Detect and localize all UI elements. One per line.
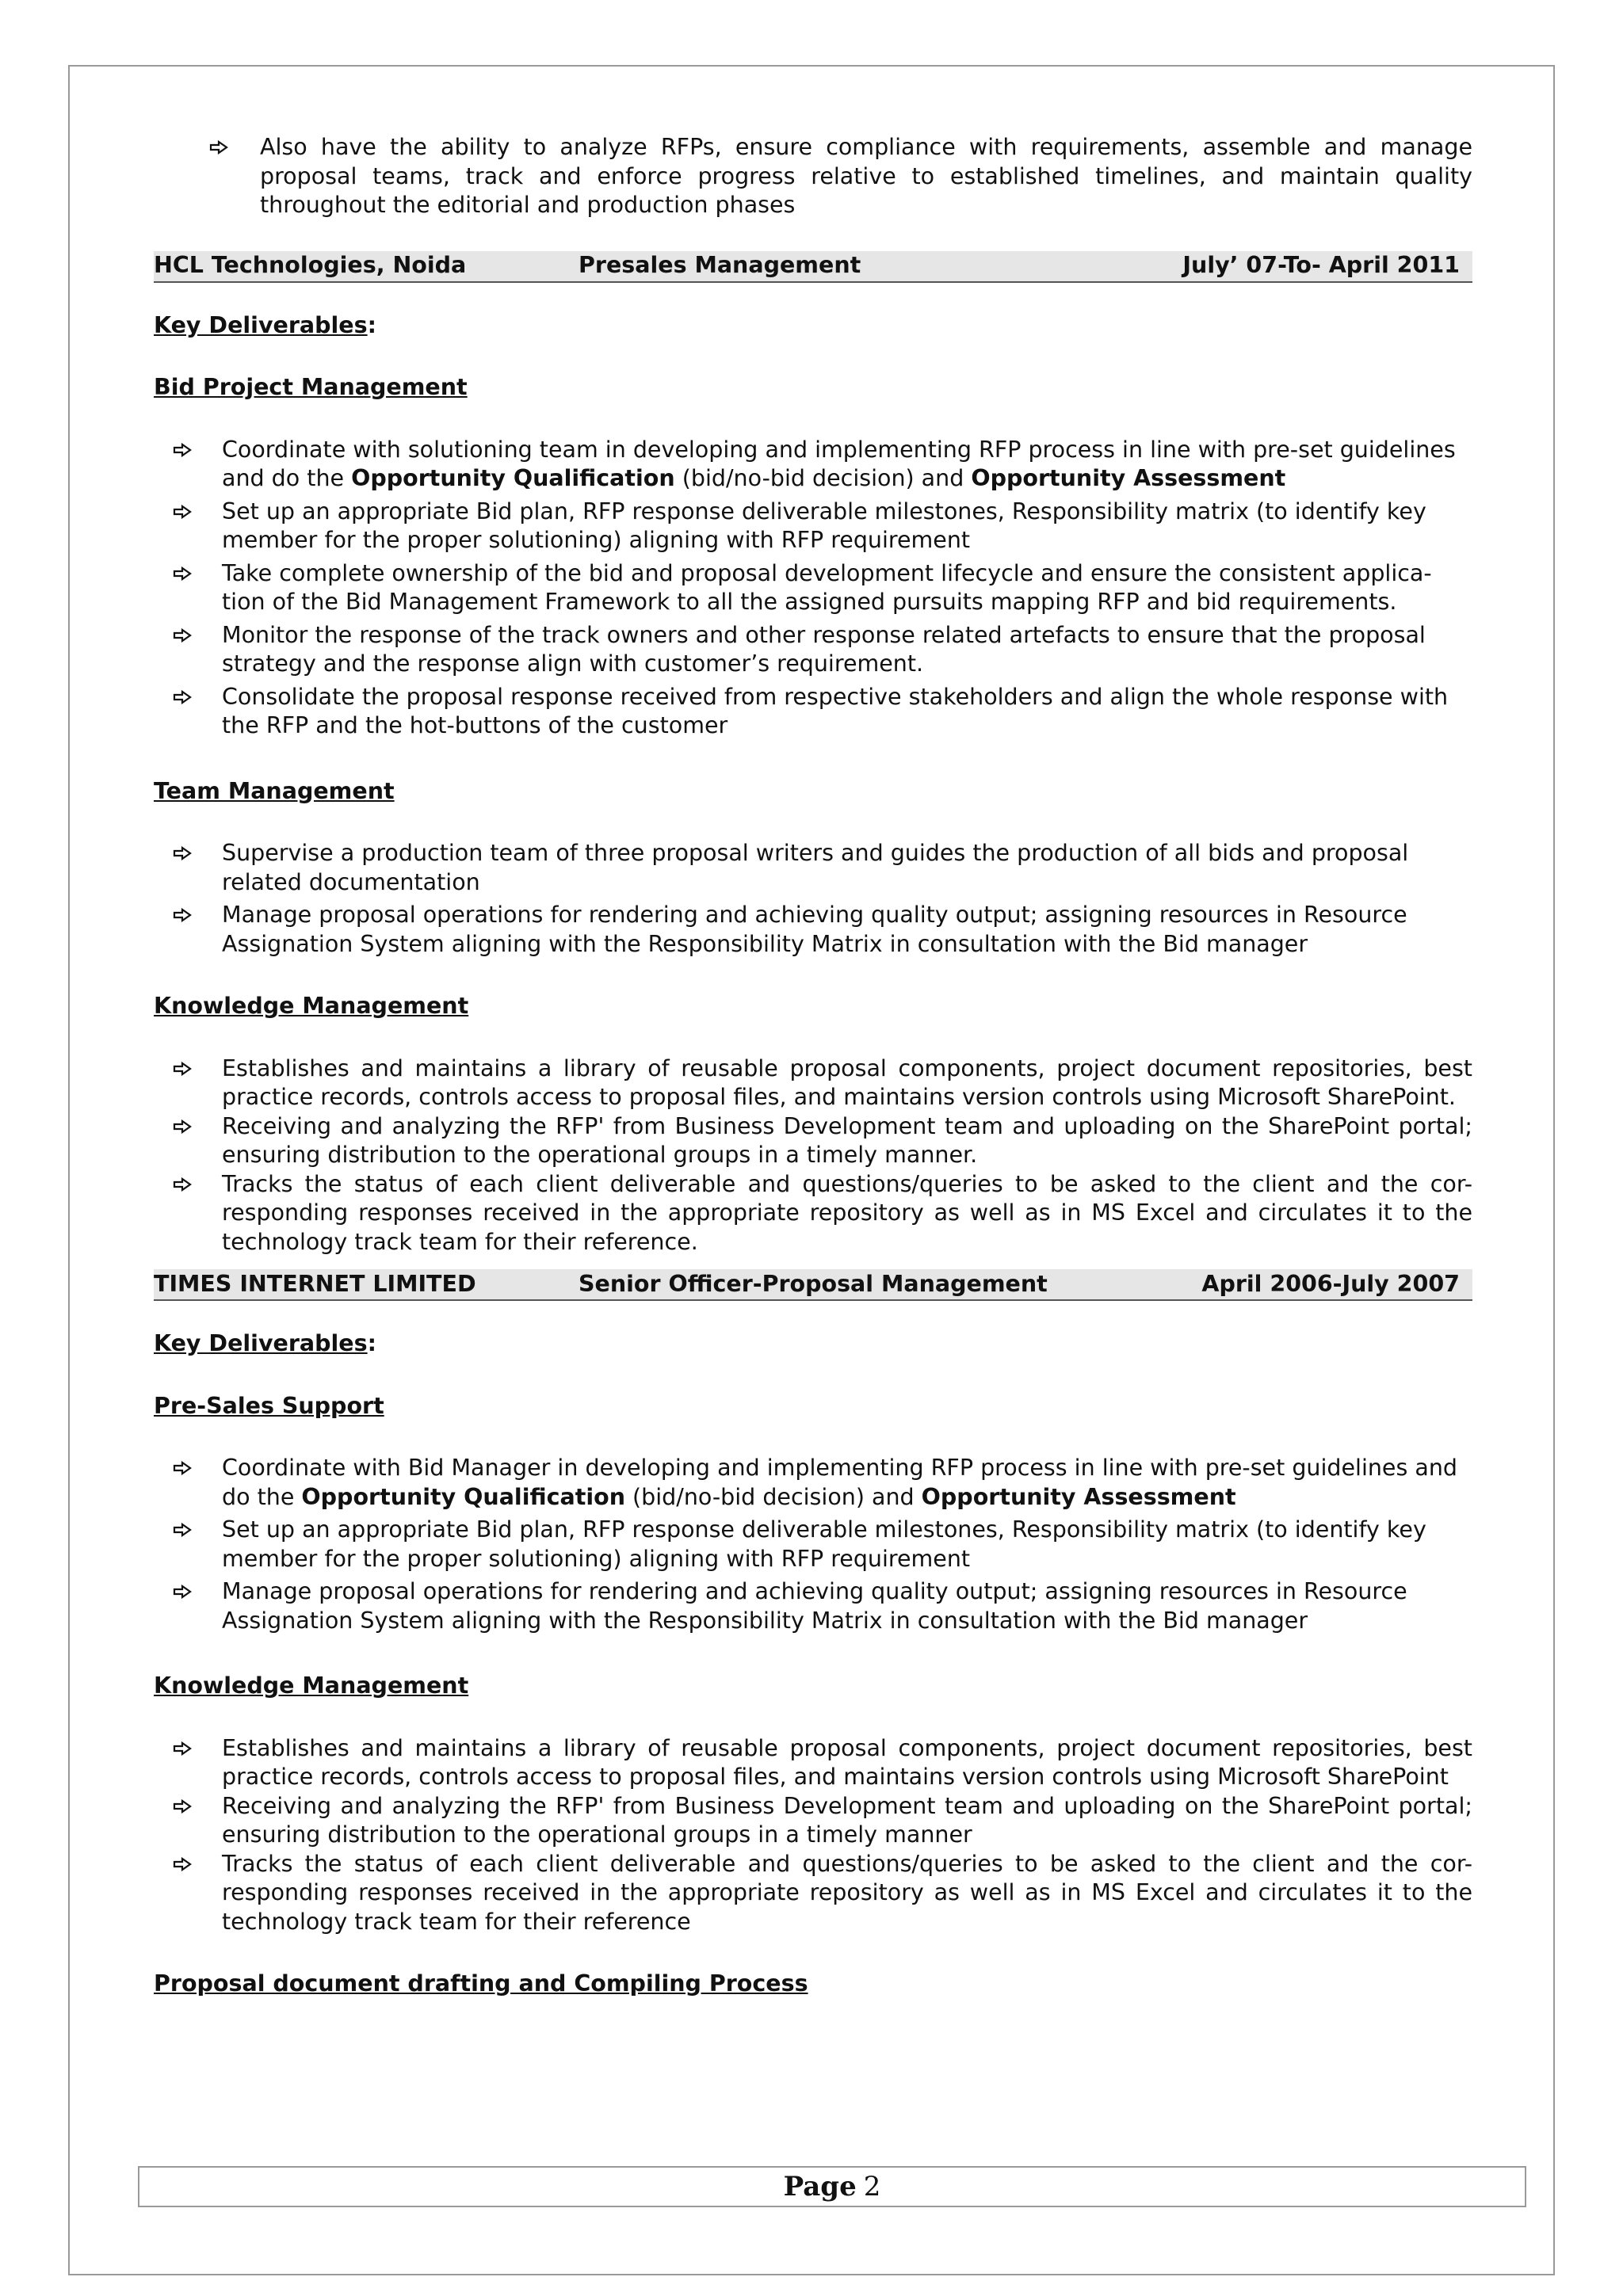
list-item: Receiving and analyzing the RFP' from Business Development team and uploading on the SharePoint portal; ensuring distribution to the operational groups in a timely manner <box>154 1792 1472 1850</box>
job-dates: July’ 07-To- April 2011 <box>1182 252 1460 279</box>
list-item: Establishes and maintains a library of reusable proposal components, project document repositories, best practice records, controls access to proposal files, and maintains version controls using Microsoft SharePoint <box>154 1734 1472 1792</box>
intro-bullet <box>154 133 1472 220</box>
arrow-right-outline-icon <box>173 1454 193 1482</box>
job-role: Senior Officer-Proposal Management <box>579 1270 1048 1297</box>
section-heading: Pre-Sales Support <box>154 1392 384 1419</box>
job-dates: April 2006-July 2007 <box>1201 1270 1460 1297</box>
section-heading: Team Management <box>154 777 395 804</box>
page-number: 2 <box>863 2171 881 2203</box>
job-role: Presales Management <box>579 252 861 279</box>
list-item: Coordinate with solutioning team in developing and implementing RFP process in line with pre-set guidelines and do the Opportunity Qualification (bid/no-bid decision) and Opportunity Assessment <box>154 436 1472 494</box>
list-item: Monitor the response of the track owners and other response related artefacts to ensure that the proposal strategy and the response align with customer’s requirement. <box>154 621 1472 679</box>
arrow-right-outline-icon <box>173 1112 193 1141</box>
arrow-right-outline-icon <box>173 1516 193 1544</box>
job-company: TIMES INTERNET LIMITED <box>154 1270 476 1297</box>
arrow-right-outline-icon <box>173 1792 193 1821</box>
arrow-right-outline-icon <box>173 498 193 526</box>
page-footer <box>138 2166 1526 2207</box>
list-item: Set up an appropriate Bid plan, RFP response deliverable milestones, Responsibility matrix (to identify key member for the proper solutioning) aligning with RFP requirement <box>154 498 1472 555</box>
key-deliverables-heading: Key Deliverables: <box>154 311 377 338</box>
list-item: Consolidate the proposal response received from respective stakeholders and align the whole response with the RFP and the hot-buttons of the customer <box>154 683 1472 741</box>
intro-bullet-text: Also have the ability to analyze RFPs, ensure compliance with requirements, assemble and manage proposal teams, track and enforce progress relative to established timelines, and maintain quality throughout the editorial and production phases <box>260 134 1472 218</box>
job-header-times <box>154 1269 1472 1301</box>
list-item: Establishes and maintains a library of reusable proposal components, project document repositories, best practice records, controls access to proposal files, and maintains version controls using Microsoft SharePoint. <box>154 1055 1472 1112</box>
list-item: Tracks the status of each client deliverable and questions/queries to be asked to the client and the cor-responding responses received in the appropriate repository as well as in MS Excel and circulates it to the technology track team for their reference. <box>154 1170 1472 1257</box>
arrow-right-outline-icon <box>173 1734 193 1763</box>
list-item: Receiving and analyzing the RFP' from Business Development team and uploading on the SharePoint portal; ensuring distribution to the operational groups in a timely manner. <box>154 1112 1472 1170</box>
job-company: HCL Technologies, Noida <box>154 252 467 279</box>
arrow-right-outline-icon <box>173 436 193 464</box>
arrow-right-outline-icon <box>173 1850 193 1878</box>
list-item: Tracks the status of each client deliverable and questions/queries to be asked to the client and the cor-responding responses received in the appropriate repository as well as in MS Excel and circulates it to the technology track team for their reference <box>154 1850 1472 1937</box>
arrow-right-outline-icon <box>173 1577 193 1606</box>
arrow-right-outline-icon <box>209 133 230 162</box>
section-heading: Knowledge Management <box>154 993 469 1019</box>
page-label: Page <box>783 2171 857 2203</box>
job-header-hcl <box>154 251 1472 283</box>
arrow-right-outline-icon <box>173 683 193 711</box>
section-heading: Bid Project Management <box>154 374 468 400</box>
arrow-right-outline-icon <box>173 901 193 929</box>
list-item: Manage proposal operations for rendering and achieving quality output; assigning resources in Resource Assignation System aligning with the Responsibility Matrix in consultation with the Bid manager <box>154 1577 1472 1635</box>
section-heading: Knowledge Management <box>154 1672 469 1699</box>
list-item: Take complete ownership of the bid and proposal development lifecycle and ensure the consistent applica-tion of the Bid Management Framework to all the assigned pursuits mapping RFP and bid requirements. <box>154 559 1472 617</box>
resume-content <box>154 133 1472 1999</box>
list-item: Manage proposal operations for rendering and achieving quality output; assigning resources in Resource Assignation System aligning with the Responsibility Matrix in consultation with the Bid manager <box>154 901 1472 959</box>
list-item: Set up an appropriate Bid plan, RFP response deliverable milestones, Responsibility matrix (to identify key member for the proper solutioning) aligning with RFP requirement <box>154 1516 1472 1573</box>
arrow-right-outline-icon <box>173 621 193 650</box>
arrow-right-outline-icon <box>173 1055 193 1083</box>
arrow-right-outline-icon <box>173 839 193 868</box>
arrow-right-outline-icon <box>173 559 193 588</box>
list-item: Coordinate with Bid Manager in developing and implementing RFP process in line with pre-set guidelines and do the Opportunity Qualification (bid/no-bid decision) and Opportunity Assessment <box>154 1454 1472 1512</box>
list-item: Supervise a production team of three proposal writers and guides the production of all bids and proposal related documentation <box>154 839 1472 897</box>
final-section-heading: Proposal document drafting and Compiling Process <box>154 1970 808 1997</box>
arrow-right-outline-icon <box>173 1170 193 1199</box>
key-deliverables-heading: Key Deliverables: <box>154 1330 377 1356</box>
